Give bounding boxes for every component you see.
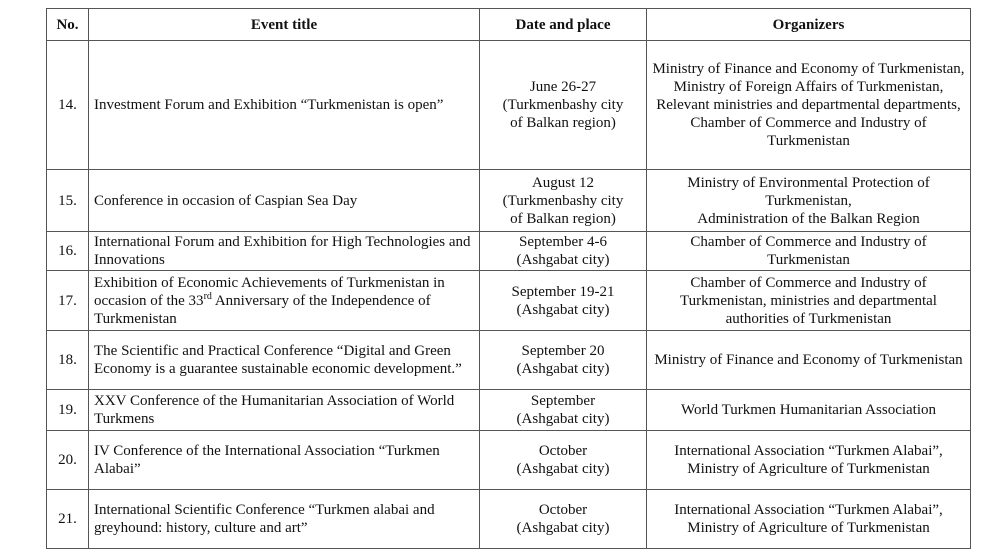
table-row xyxy=(47,331,971,390)
table-row xyxy=(47,390,971,431)
event-organizers xyxy=(647,390,971,431)
row-number: 21. xyxy=(47,490,89,549)
organizer-line: World Turkmen Humanitarian Association xyxy=(680,402,937,418)
table-row xyxy=(47,490,971,549)
event-date-place xyxy=(480,490,647,549)
organizer-line: Relevant ministries and departmental departments, xyxy=(656,97,961,113)
row-number: 14. xyxy=(47,41,89,170)
title-text: Exhibition of Economic Achievements of Turkmenistan in occasion of the 33 xyxy=(94,274,445,309)
event-organizers xyxy=(647,431,971,490)
event-organizers xyxy=(647,331,971,390)
header-event-title: Event title xyxy=(89,9,480,41)
organizer-line: Ministry of Environmental Protection of Turkmenistan, xyxy=(687,174,930,209)
event-organizers xyxy=(647,271,971,331)
title-text: Anniversary of the Independence of Turkmenistan xyxy=(94,292,431,327)
date-line: October xyxy=(538,443,588,459)
row-number: 16. xyxy=(47,232,89,271)
event-date-place xyxy=(480,232,647,271)
organizer-line: International Association “Turkmen Alabai”, Ministry of Agriculture of Turkmenistan xyxy=(674,443,943,477)
organizer-line: Chamber of Commerce and Industry of Turkmenistan xyxy=(690,115,927,149)
event-date-place xyxy=(480,331,647,390)
date-line: (Ashgabat city) xyxy=(516,252,610,268)
event-date-place xyxy=(480,271,647,331)
date-line: September 20 xyxy=(521,343,605,359)
event-title xyxy=(89,271,480,331)
date-line: September 19-21 xyxy=(511,283,615,300)
event-organizers xyxy=(647,232,971,271)
date-line: August 12 xyxy=(531,174,595,191)
date-line: September 4-6 xyxy=(519,234,607,250)
event-title: International Scientific Conference “Turkmen alabai and greyhound: history, culture and art” xyxy=(89,490,480,549)
row-number: 18. xyxy=(47,331,89,390)
events-table xyxy=(46,8,971,549)
table-row xyxy=(47,41,971,170)
date-line: (Ashgabat city) xyxy=(516,411,610,427)
date-line: of Balkan region) xyxy=(510,210,616,227)
table-row xyxy=(47,232,971,271)
organizer-line: Ministry of Finance and Economy of Turkmenistan xyxy=(654,352,963,368)
date-line: (Ashgabat city) xyxy=(516,461,610,477)
row-number: 19. xyxy=(47,390,89,431)
row-number: 15. xyxy=(47,170,89,232)
event-date-place xyxy=(480,41,647,170)
date-line: (Ashgabat city) xyxy=(516,520,610,536)
event-organizers xyxy=(647,170,971,232)
organizer-line: Chamber of Commerce and Industry of Turkmenistan xyxy=(690,234,927,268)
date-line: (Ashgabat city) xyxy=(516,361,610,377)
date-line: (Turkmenbashy city xyxy=(502,192,624,209)
event-date-place xyxy=(480,170,647,232)
date-line: June 26-27 xyxy=(529,79,597,95)
table-row xyxy=(47,170,971,232)
organizer-line: International Association “Turkmen Alabai”, Ministry of Agriculture of Turkmenistan xyxy=(674,502,943,536)
event-organizers xyxy=(647,41,971,170)
table-header-row xyxy=(47,9,971,41)
ordinal-suffix: rd xyxy=(203,290,212,302)
organizer-line: Ministry of Finance and Economy of Turkmenistan, Ministry of Foreign Affairs of Turkmenistan, xyxy=(652,61,965,95)
event-title: Investment Forum and Exhibition “Turkmenistan is open” xyxy=(89,41,480,170)
organizer-line: Chamber of Commerce and Industry of Turkmenistan, ministries and departmental authorities of Turkmenistan xyxy=(680,274,937,327)
event-title: The Scientific and Practical Conference “Digital and Green Economy is a guarantee sustainable economic development.” xyxy=(89,331,480,390)
date-line: September xyxy=(530,393,596,409)
date-line: (Turkmenbashy city xyxy=(502,97,624,113)
header-no: No. xyxy=(47,9,89,41)
organizer-line: Administration of the Balkan Region xyxy=(697,210,920,227)
event-title: Conference in occasion of Caspian Sea Day xyxy=(89,170,480,232)
event-date-place xyxy=(480,431,647,490)
table-row xyxy=(47,431,971,490)
event-date-place xyxy=(480,390,647,431)
header-date-and-place: Date and place xyxy=(480,9,647,41)
date-line: October xyxy=(538,502,588,518)
event-title: XXV Conference of the Humanitarian Association of World Turkmens xyxy=(89,390,480,431)
event-title: International Forum and Exhibition for High Technologies and Innovations xyxy=(89,232,480,271)
event-organizers xyxy=(647,490,971,549)
header-organizers: Organizers xyxy=(647,9,971,41)
table-row xyxy=(47,271,971,331)
date-line: (Ashgabat city) xyxy=(516,301,610,318)
date-line: of Balkan region) xyxy=(510,115,616,131)
row-number: 17. xyxy=(47,271,89,331)
row-number: 20. xyxy=(47,431,89,490)
event-title: IV Conference of the International Association “Turkmen Alabai” xyxy=(89,431,480,490)
